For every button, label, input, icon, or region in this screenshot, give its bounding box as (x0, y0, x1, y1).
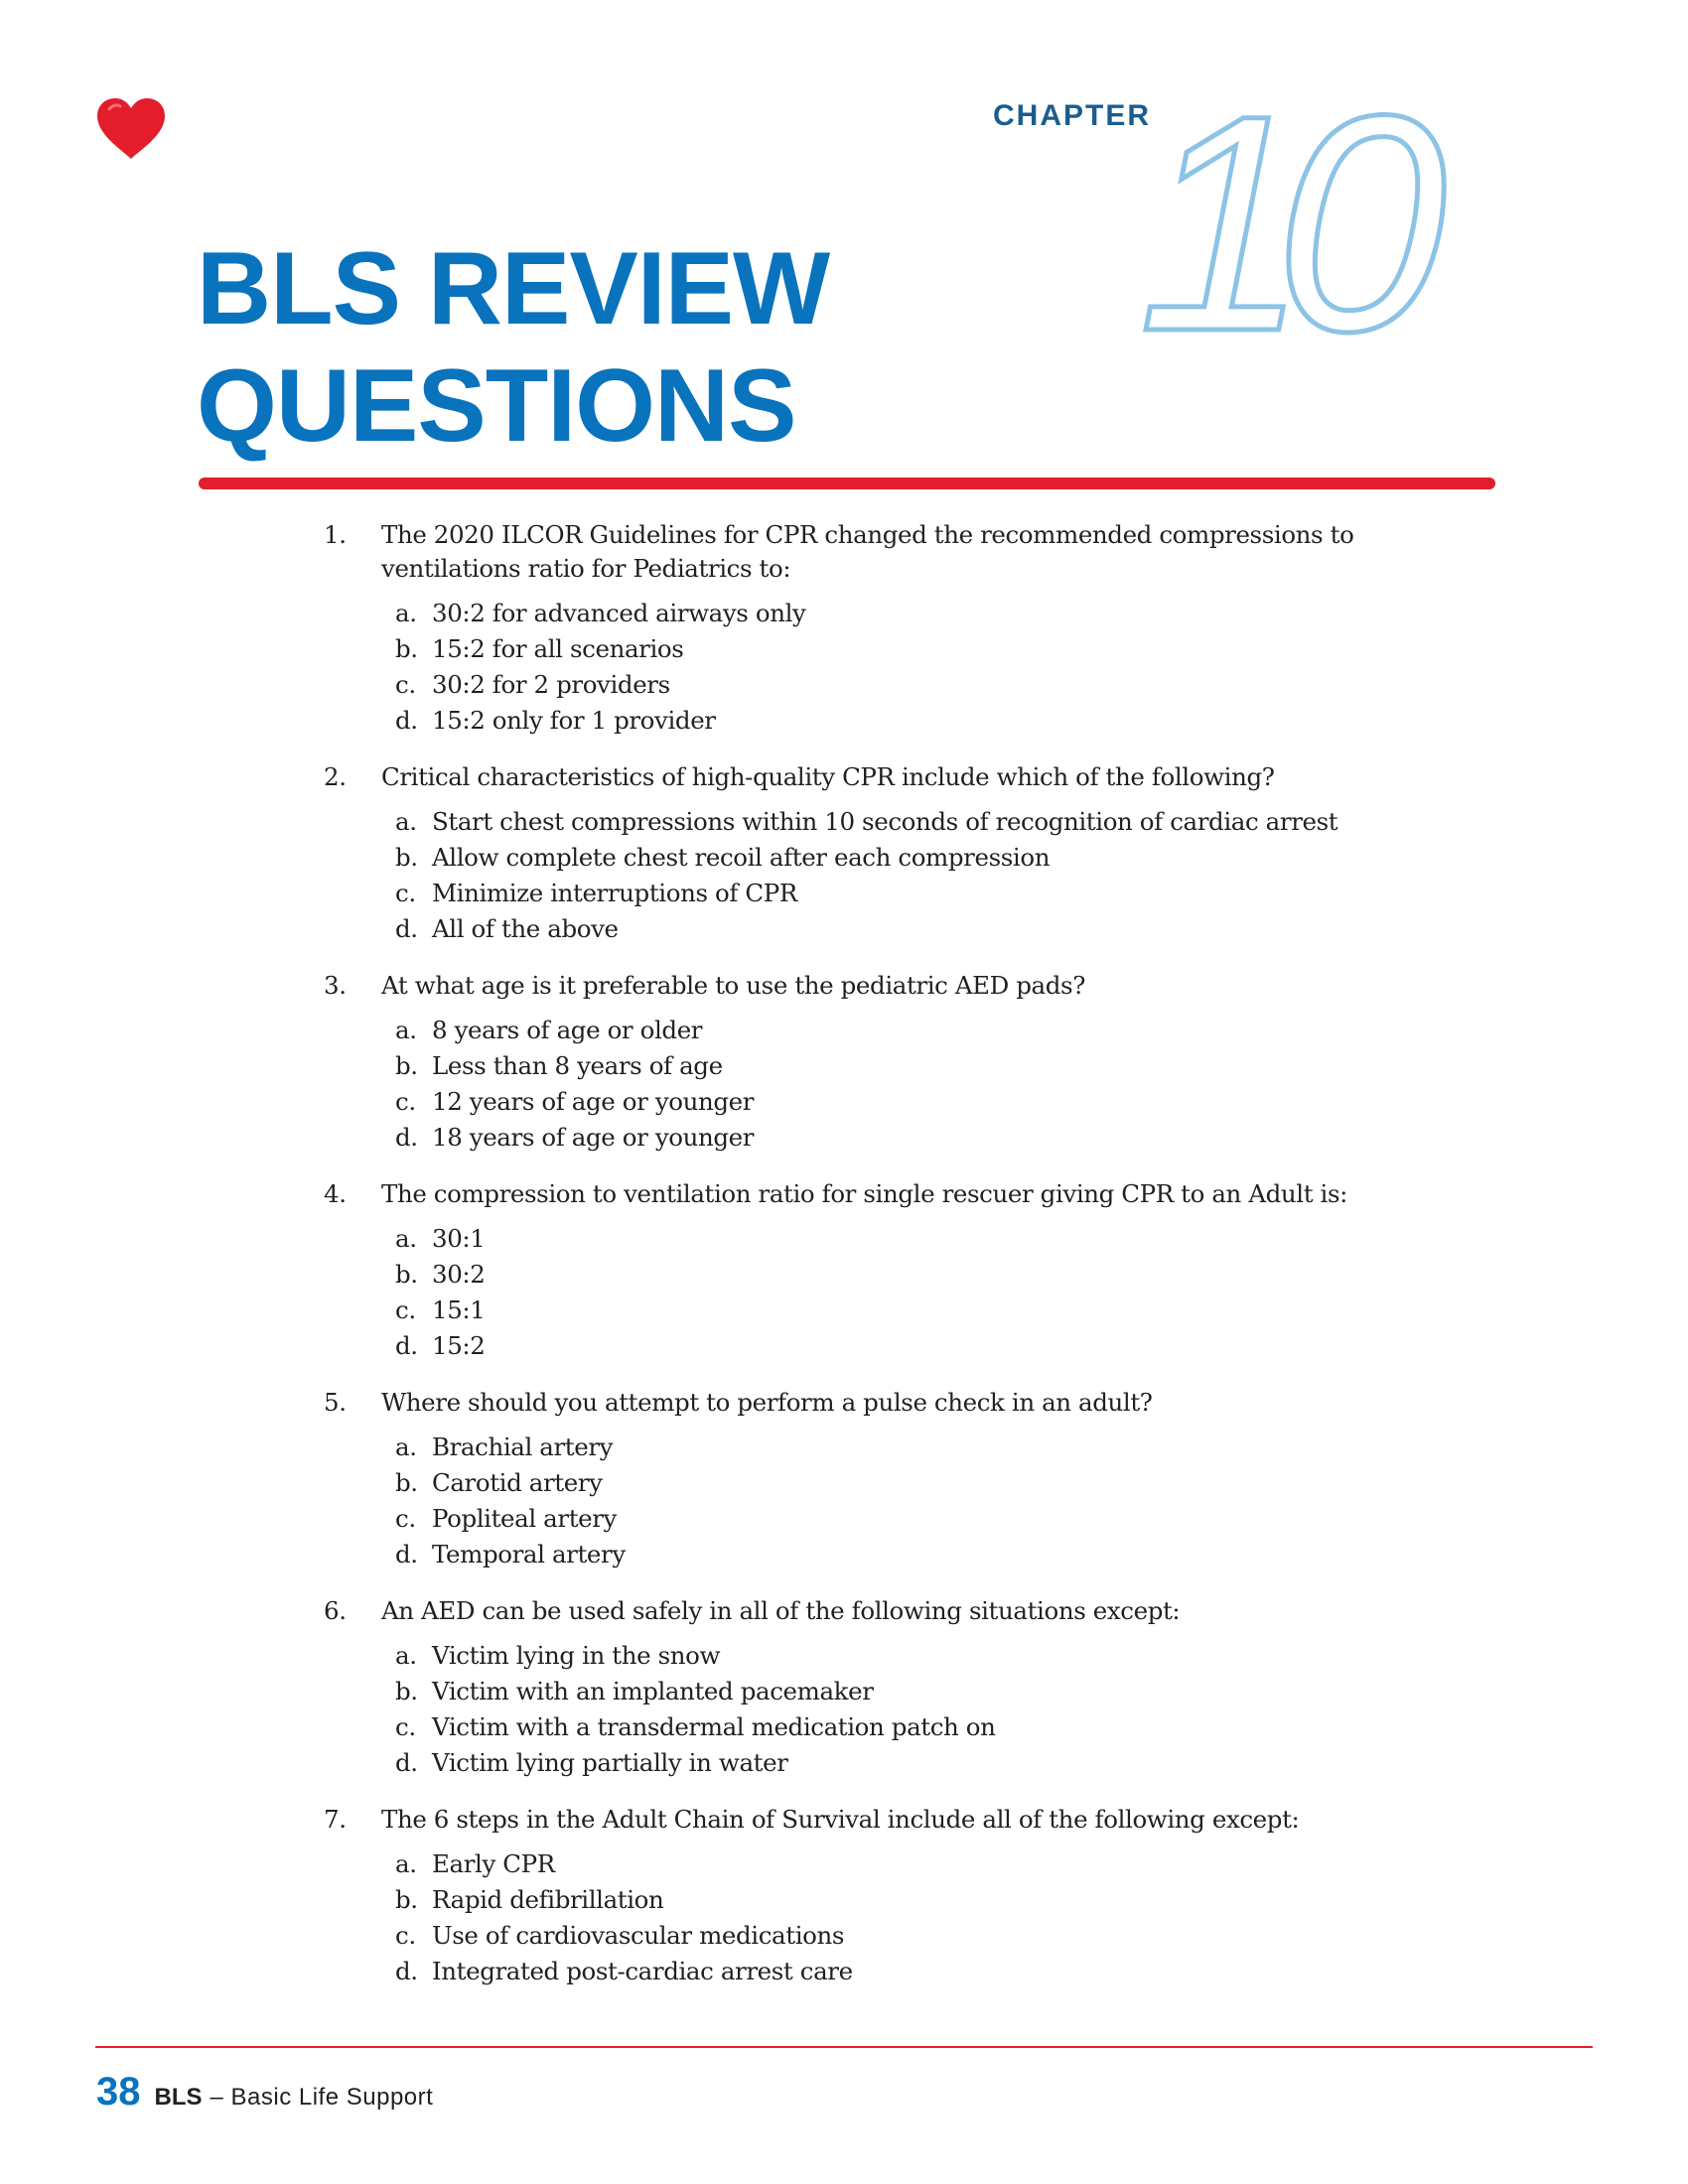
answer-option (395, 1293, 1446, 1328)
answer-option (395, 667, 1446, 703)
answer-option (395, 1084, 1446, 1120)
question-text: The compression to ventilation ratio for single rescuer giving CPR to an Adult is: (381, 1179, 1348, 1208)
option-text: 15:2 (432, 1331, 486, 1360)
option-text: 12 years of age or younger (432, 1087, 755, 1116)
option-letter: c. (395, 1921, 416, 1950)
question-number: 4. (324, 1179, 347, 1208)
option-letter: a. (395, 1224, 417, 1253)
option-text: Victim with a transdermal medication patch on (432, 1712, 996, 1741)
option-letter: b. (395, 1468, 418, 1497)
option-letter: b. (395, 1885, 418, 1914)
question-text: Critical characteristics of high-quality CPR include which of the following? (381, 762, 1275, 791)
option-text: Popliteal artery (432, 1504, 617, 1533)
option-text: 15:1 (432, 1296, 486, 1324)
chapter-number (1130, 89, 1507, 357)
option-letter: d. (395, 1957, 418, 1985)
answer-option (395, 1501, 1446, 1537)
option-text: Victim with an implanted pacemaker (432, 1677, 874, 1706)
option-letter: b. (395, 1677, 418, 1706)
answer-option (395, 1328, 1446, 1364)
question-number: 5. (324, 1388, 347, 1417)
option-letter: b. (395, 1051, 418, 1080)
answer-option (395, 1120, 1446, 1156)
option-letter: a. (395, 1016, 417, 1044)
option-letter: c. (395, 879, 416, 907)
option-letter: a. (395, 1641, 417, 1670)
option-text: 30:2 for advanced airways only (432, 599, 806, 627)
question-item (324, 1594, 1446, 1781)
answer-option (395, 1013, 1446, 1048)
option-text: Temporal artery (432, 1540, 626, 1569)
option-letter: c. (395, 670, 416, 699)
option-text: Victim lying partially in water (432, 1748, 788, 1777)
title-divider (199, 478, 1495, 489)
option-text: Minimize interruptions of CPR (432, 879, 797, 907)
option-letter: d. (395, 1748, 418, 1777)
page-title (197, 230, 829, 465)
answer-option (395, 1048, 1446, 1084)
answer-option (395, 1882, 1446, 1918)
option-text: Integrated post-cardiac arrest care (432, 1957, 853, 1985)
answer-option (395, 1221, 1446, 1257)
question-item (324, 1177, 1446, 1364)
option-letter: d. (395, 914, 418, 943)
option-text: 18 years of age or younger (432, 1123, 755, 1152)
question-item (324, 518, 1446, 739)
option-text: All of the above (432, 914, 619, 943)
answer-option (395, 1846, 1446, 1882)
option-letter: d. (395, 1331, 418, 1360)
question-text: Where should you attempt to perform a pulse check in an adult? (381, 1388, 1153, 1417)
answer-option (395, 1954, 1446, 1989)
answer-option (395, 1430, 1446, 1465)
question-text: The 6 steps in the Adult Chain of Survival include all of the following except: (381, 1805, 1300, 1834)
question-list (324, 518, 1446, 2011)
option-letter: a. (395, 807, 417, 836)
footer-divider (95, 2046, 1593, 2048)
option-letter: a. (395, 1849, 417, 1878)
answer-option (395, 876, 1446, 911)
question-number: 3. (324, 971, 347, 1000)
question-number: 2. (324, 762, 347, 791)
option-letter: b. (395, 843, 418, 872)
option-text: Brachial artery (432, 1433, 614, 1461)
question-text: An AED can be used safely in all of the following situations except: (381, 1596, 1181, 1625)
option-letter: d. (395, 1540, 418, 1569)
option-text: Use of cardiovascular medications (432, 1921, 845, 1950)
option-letter: b. (395, 634, 418, 663)
option-letter: d. (395, 706, 418, 735)
option-letter: c. (395, 1296, 416, 1324)
page-title-line-1: BLS REVIEW (197, 231, 830, 346)
option-text: Carotid artery (432, 1468, 603, 1497)
answer-option (395, 1674, 1446, 1709)
answer-option (395, 1257, 1446, 1293)
answer-option (395, 840, 1446, 876)
course-code: BLS (154, 2084, 203, 2111)
option-letter: a. (395, 1433, 417, 1461)
answer-option (395, 596, 1446, 631)
option-text: 15:2 for all scenarios (432, 634, 684, 663)
question-text: The 2020 ILCOR Guidelines for CPR changed the recommended compressions to ventilations ratio for Pediatrics to: (381, 520, 1354, 583)
answer-option (395, 1638, 1446, 1674)
option-text: 8 years of age or older (432, 1016, 703, 1044)
answer-option (395, 804, 1446, 840)
course-title: – Basic Life Support (210, 2084, 434, 2111)
option-text: Allow complete chest recoil after each compression (432, 843, 1051, 872)
question-text: At what age is it preferable to use the pediatric AED pads? (381, 971, 1085, 1000)
option-text: 30:2 (432, 1260, 486, 1289)
option-letter: c. (395, 1712, 416, 1741)
page-title-line-2: QUESTIONS (197, 348, 796, 464)
option-text: Start chest compressions within 10 seconds of recognition of cardiac arrest (432, 807, 1338, 836)
option-text: Rapid defibrillation (432, 1885, 664, 1914)
answer-option (395, 703, 1446, 739)
heart-icon (95, 97, 167, 161)
question-item (324, 1803, 1446, 1989)
question-number: 7. (324, 1805, 347, 1834)
option-letter: c. (395, 1504, 416, 1533)
option-letter: d. (395, 1123, 418, 1152)
page-footer (96, 2070, 433, 2115)
page-number: 38 (96, 2070, 141, 2114)
option-text: 30:1 (432, 1224, 486, 1253)
question-item (324, 1386, 1446, 1572)
option-text: 30:2 for 2 providers (432, 670, 670, 699)
option-text: Early CPR (432, 1849, 555, 1878)
option-text: 15:2 only for 1 provider (432, 706, 716, 735)
option-text: Victim lying in the snow (432, 1641, 721, 1670)
answer-option (395, 1537, 1446, 1572)
answer-option (395, 1465, 1446, 1501)
question-number: 1. (324, 520, 347, 549)
answer-option (395, 631, 1446, 667)
chapter-label: CHAPTER (993, 99, 1152, 132)
answer-option (395, 911, 1446, 947)
option-letter: b. (395, 1260, 418, 1289)
question-item (324, 969, 1446, 1156)
question-item (324, 760, 1446, 947)
chapter-number-text: 10 (1138, 89, 1413, 357)
answer-option (395, 1745, 1446, 1781)
option-letter: a. (395, 599, 417, 627)
question-number: 6. (324, 1596, 347, 1625)
answer-option (395, 1918, 1446, 1954)
option-text: Less than 8 years of age (432, 1051, 723, 1080)
option-letter: c. (395, 1087, 416, 1116)
answer-option (395, 1709, 1446, 1745)
